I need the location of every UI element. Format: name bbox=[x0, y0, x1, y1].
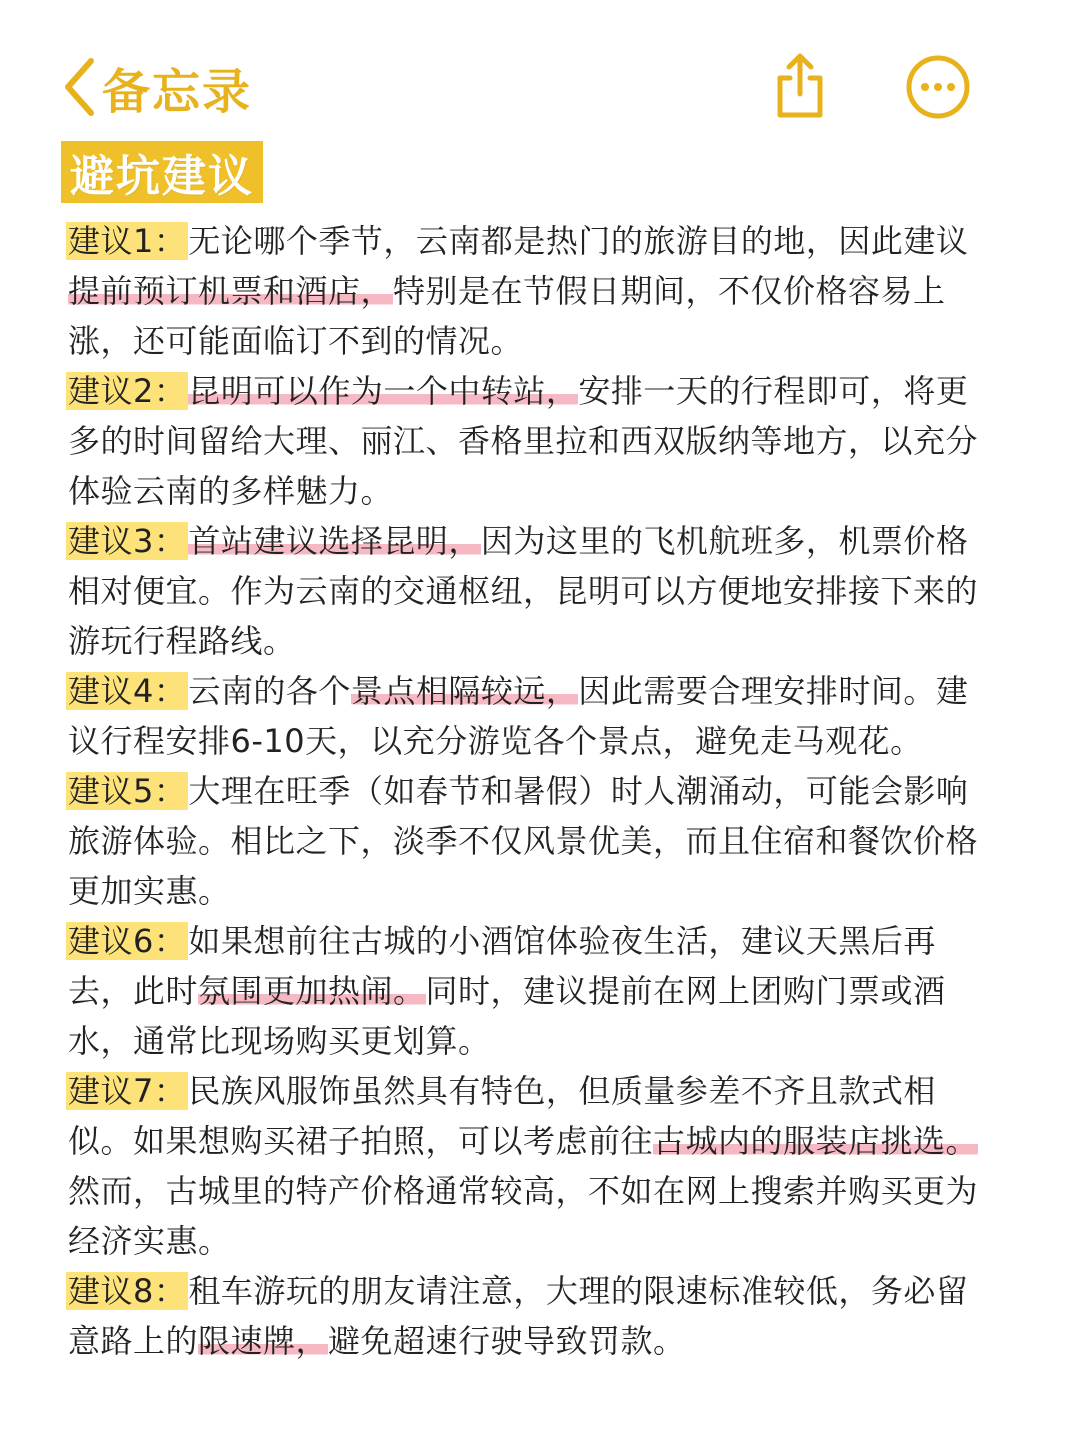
tip-paragraph bbox=[68, 366, 998, 516]
tips-list bbox=[68, 216, 998, 1366]
tip-label: 建议3： bbox=[68, 522, 187, 560]
back-label: 备忘录 bbox=[102, 63, 253, 120]
tip-label: 建议5： bbox=[68, 772, 187, 810]
tip-paragraph bbox=[68, 1266, 998, 1366]
highlighted-text: 首站建议选择昆明， bbox=[188, 522, 481, 560]
tip-text: 特别是在节假日期间，不仅价格容易上涨，还可能面临订不到的情况。 bbox=[68, 272, 946, 360]
page-title: 避坑建议 bbox=[70, 151, 254, 202]
tip-paragraph bbox=[68, 216, 998, 366]
tip-text: 同时，建议提前在网上团购门票或酒水，通常比现场购买更划算。 bbox=[68, 972, 946, 1060]
back-button[interactable] bbox=[62, 52, 252, 122]
tip-text: 避免超速行驶导致罚款。 bbox=[328, 1322, 686, 1360]
highlighted-text: 提前预订机票和酒店， bbox=[68, 272, 394, 310]
highlighted-text: 限速牌， bbox=[198, 1322, 329, 1360]
tip-text: 云南的各个 bbox=[188, 672, 351, 710]
tip-paragraph bbox=[68, 666, 998, 766]
tip-label: 建议8： bbox=[68, 1272, 187, 1310]
tip-text: 无论哪个季节，云南都是热门的旅游目的地，因此建议 bbox=[188, 222, 969, 260]
chevron-left-icon bbox=[62, 57, 96, 117]
tip-text: 因此需要合理安排时间。建议行程安排6-10天，以充分游览各个景点，避免走马观花。 bbox=[68, 672, 969, 760]
highlighted-text: 氛围更加热闹。 bbox=[198, 972, 426, 1010]
navigation-bar bbox=[0, 0, 1080, 140]
tip-paragraph bbox=[68, 916, 998, 1066]
highlighted-text: 景点相隔较远， bbox=[350, 672, 579, 710]
tip-text: 因为这里的飞机航班多，机票价格相对便宜。作为云南的交通枢纽，昆明可以方便地安排接下来的游玩行程路线。 bbox=[68, 522, 979, 660]
tip-text: 租车游玩的朋友请注意，大理的限速标准较低，务必留意路上的 bbox=[68, 1272, 969, 1360]
tip-text: 大理在旺季（如春节和暑假）时人潮涌动，可能会影响旅游体验。相比之下，淡季不仅风景优美，而且住宿和餐饮价格更加实惠。 bbox=[68, 772, 979, 910]
tip-label: 建议7： bbox=[68, 1072, 187, 1110]
share-button[interactable] bbox=[772, 52, 828, 120]
more-button[interactable] bbox=[905, 54, 971, 120]
tip-paragraph bbox=[68, 516, 998, 666]
highlighted-text: 昆明可以作为一个中转站， bbox=[188, 372, 579, 410]
tip-label: 建议1： bbox=[68, 222, 187, 260]
tip-paragraph bbox=[68, 766, 998, 916]
share-icon bbox=[772, 52, 828, 120]
more-icon bbox=[905, 54, 971, 120]
tip-text: 安排一天的行程即可，将更多的时间留给大理、丽江、香格里拉和西双版纳等地方，以充分体验云南的多样魅力。 bbox=[68, 372, 979, 510]
tip-text: 民族风服饰虽然具有特色，但质量参差不齐且款式相似。如果想购买裙子拍照，可以考虑前往 bbox=[68, 1072, 936, 1160]
title-highlight bbox=[61, 141, 263, 203]
highlighted-text: 古城内的服装店挑选。 bbox=[653, 1122, 979, 1160]
tip-label: 建议6： bbox=[68, 922, 187, 960]
tip-text: 然而，古城里的特产价格通常较高，不如在网上搜索并购买更为经济实惠。 bbox=[68, 1172, 979, 1260]
tip-paragraph bbox=[68, 1066, 998, 1266]
tip-label: 建议4： bbox=[68, 672, 187, 710]
tip-text: 如果想前往古城的小酒馆体验夜生活，建议天黑后再去，此时 bbox=[68, 922, 936, 1010]
tip-label: 建议2： bbox=[68, 372, 187, 410]
